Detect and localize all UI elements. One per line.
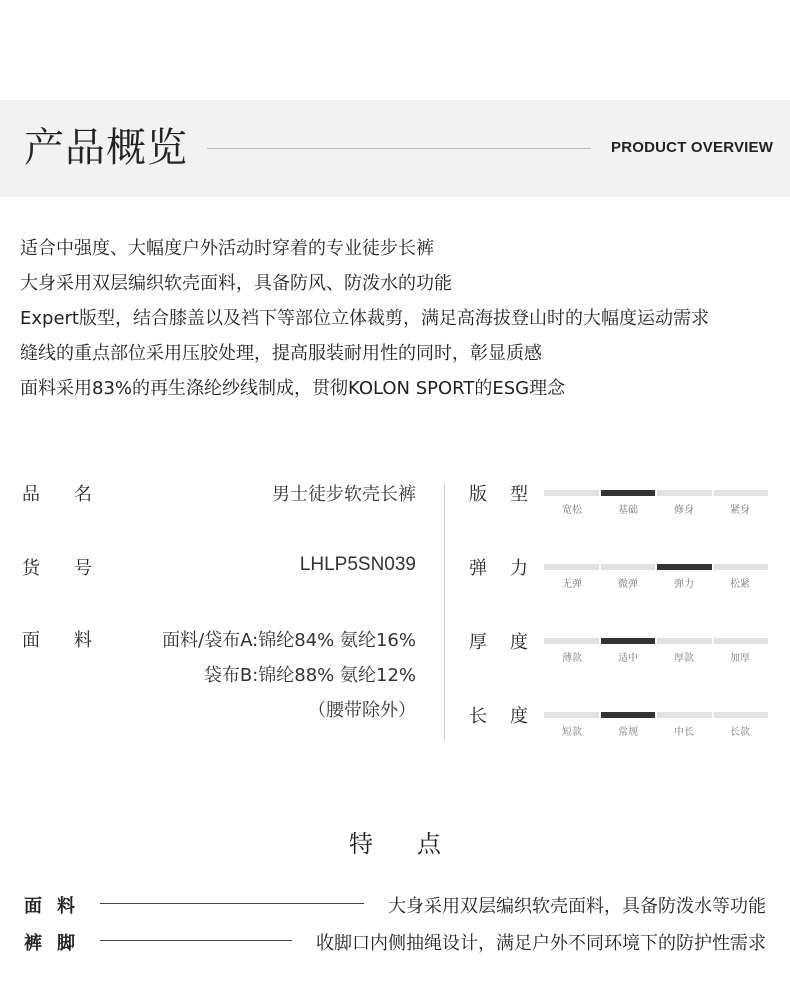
scale-option: 微弹 [618, 579, 638, 590]
scale-segment [601, 638, 656, 644]
scale-segment [714, 564, 769, 570]
scale-option: 修身 [674, 505, 694, 516]
scale-fit [544, 490, 768, 516]
scale-segment [544, 712, 599, 718]
spec-label-fabric [22, 626, 92, 652]
scale-length [544, 712, 768, 738]
overview-line: 面料采用83%的再生涤纶纱线制成，贯彻KOLON SPORT的ESG理念 [20, 378, 566, 399]
label-char: 弹 [469, 558, 487, 579]
header-divider [207, 148, 591, 149]
scale-segment [714, 490, 769, 496]
spec-value-code: LHLP5SN039 [299, 554, 416, 575]
label-char: 度 [510, 632, 528, 653]
overview-header [0, 100, 790, 197]
spec-label-name [22, 480, 92, 506]
scale-segment [544, 564, 599, 570]
label-char: 货 [22, 558, 40, 579]
label-char: 度 [510, 706, 528, 727]
label-char: 名 [74, 484, 92, 505]
overview-text [20, 231, 709, 406]
scale-option: 中长 [674, 727, 694, 738]
scale-segment [714, 712, 769, 718]
overview-line: 适合中强度、大幅度户外活动时穿着的专业徒步长裤 [20, 238, 434, 259]
scale-segment [544, 490, 599, 496]
spec-value-fabric-line: 面料/袋布A:锦纶84% 氨纶16% [162, 630, 416, 651]
spec-divider [444, 483, 445, 741]
label-char: 裤 [24, 933, 42, 954]
feature-desc-fabric: 大身采用双层编织软壳面料，具备防泼水等功能 [388, 896, 766, 917]
scale-option: 薄款 [562, 653, 582, 664]
scale-label-length [469, 702, 528, 728]
scale-segment [657, 712, 712, 718]
scale-option: 基础 [618, 505, 638, 516]
scale-option: 无弹 [562, 579, 582, 590]
scale-option: 常规 [618, 727, 638, 738]
scale-option: 弹力 [674, 579, 694, 590]
scale-option: 宽松 [562, 505, 582, 516]
label-char: 料 [74, 630, 92, 651]
scale-segment [544, 638, 599, 644]
overview-line: 缝线的重点部位采用压胶处理，提高服装耐用性的同时，彰显质感 [20, 343, 542, 364]
label-char: 面 [24, 896, 42, 917]
scale-segment [657, 490, 712, 496]
spec-value-fabric-line: （腰带除外） [308, 700, 416, 721]
feature-label-fabric [24, 892, 75, 918]
scale-option: 紧身 [730, 505, 750, 516]
features-title: 特点 [349, 830, 485, 858]
overview-line: 大身采用双层编织软壳面料，具备防风、防泼水的功能 [20, 273, 452, 294]
scale-segment [601, 564, 656, 570]
label-char: 长 [469, 706, 487, 727]
feature-desc-hem: 收脚口内侧抽绳设计，满足户外不同环境下的防护性需求 [316, 933, 766, 954]
scale-label-stretch [469, 554, 528, 580]
scale-option: 厚款 [674, 653, 694, 664]
scale-thickness [544, 638, 768, 664]
spec-value-name: 男士徒步软壳长裤 [272, 484, 416, 505]
scale-segment [601, 712, 656, 718]
scale-segment [601, 490, 656, 496]
page-subtitle: PRODUCT OVERVIEW [611, 139, 774, 156]
scale-option: 松紧 [730, 579, 750, 590]
label-char: 号 [74, 558, 92, 579]
scale-option: 加厚 [730, 653, 750, 664]
label-char: 脚 [57, 933, 75, 954]
scale-option: 长款 [730, 727, 750, 738]
scale-segment [657, 638, 712, 644]
overview-line: Expert版型，结合膝盖以及裆下等部位立体裁剪，满足高海拔登山时的大幅度运动需求 [20, 308, 709, 329]
label-char: 品 [22, 484, 40, 505]
label-char: 版 [469, 484, 487, 505]
label-char: 力 [510, 558, 528, 579]
spec-value-fabric-line: 袋布B:锦纶88% 氨纶12% [203, 665, 416, 686]
scale-segment [657, 564, 712, 570]
scale-stretch [544, 564, 768, 590]
label-char: 厚 [469, 632, 487, 653]
scale-option: 适中 [618, 653, 638, 664]
scale-option: 短款 [562, 727, 582, 738]
label-char: 料 [57, 896, 75, 917]
feature-leader-line [100, 940, 292, 941]
spec-label-code [22, 554, 92, 580]
scale-label-thickness [469, 628, 528, 654]
feature-leader-line [100, 903, 364, 904]
label-char: 面 [22, 630, 40, 651]
page-title: 产品概览 [24, 125, 188, 171]
scale-label-fit [469, 480, 528, 506]
feature-label-hem [24, 929, 75, 955]
label-char: 型 [510, 484, 528, 505]
scale-segment [714, 638, 769, 644]
